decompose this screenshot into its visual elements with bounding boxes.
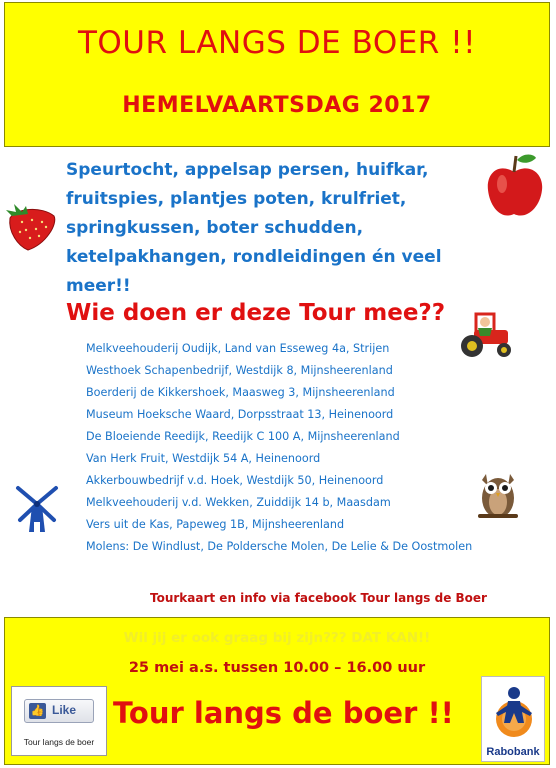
list-item: Museum Hoeksche Waard, Dorpsstraat 13, Heinenoord [86,408,394,421]
like-label: Like [52,703,77,717]
list-item: De Bloeiende Reedijk, Reedijk C 100 A, Mijnsheerenland [86,430,400,443]
windmill-icon [12,484,62,534]
invite-text: Wil jij er ook graag bij zijn??? DAT KAN!! [123,630,431,646]
list-item: Akkerbouwbedrijf v.d. Hoek, Westdijk 50, Heinenoord [86,474,384,487]
sponsor-name: Rabobank [486,746,540,758]
event-date-text: 25 mei a.s. tussen 10.00 – 16.00 uur [128,660,426,676]
list-item: Vers uit de Kas, Papeweg 1B, Mijnsheerenland [86,518,345,531]
footer-title: Tour langs de boer !! [113,696,454,730]
page-title: TOUR LANGS DE BOER !! [77,25,477,61]
like-caption: Tour langs de boer [23,737,95,747]
participants-heading: Wie doen er deze Tour mee?? [66,300,446,326]
apple-icon [484,150,544,222]
list-item: Melkveehouderij Oudijk, Land van Esseweg 4a, Strijen [86,342,390,355]
list-item: Melkveehouderij v.d. Wekken, Zuiddijk 14 b, Maasdam [86,496,391,509]
owl-icon [474,466,522,520]
facebook-like-button[interactable] [24,699,94,723]
rabobank-logo-icon [488,683,540,739]
list-item: Boerderij de Kikkershoek, Maasweg 3, Mijnsheerenland [86,386,395,399]
activities-text: Speurtocht, appelsap persen, huifkar, fruitspies, plantjes poten, krulfriet, springkussen, boter schudden, ketelpakhangen, rondleidingen én veel meer!! [66,160,442,296]
list-item: Westhoek Schapenbedrijf, Westdijk 8, Mijnsheerenland [86,364,393,377]
facebook-info-text: Tourkaart en info via facebook Tour langs de Boer [150,591,487,605]
list-item: Molens: De Windlust, De Poldersche Molen, De Lelie & De Oostmolen [86,540,473,553]
page-subtitle: HEMELVAARTSDAG 2017 [122,93,432,118]
participants-list [86,338,472,558]
footer-banner [4,617,550,765]
thumbs-up-icon: 👍 [30,704,45,717]
sponsor-logo [481,676,545,762]
header-banner [4,2,550,147]
list-item: Van Herk Fruit, Westdijk 54 A, Heinenoord [86,452,321,465]
strawberry-icon [2,200,60,252]
facebook-like-box [11,686,107,756]
